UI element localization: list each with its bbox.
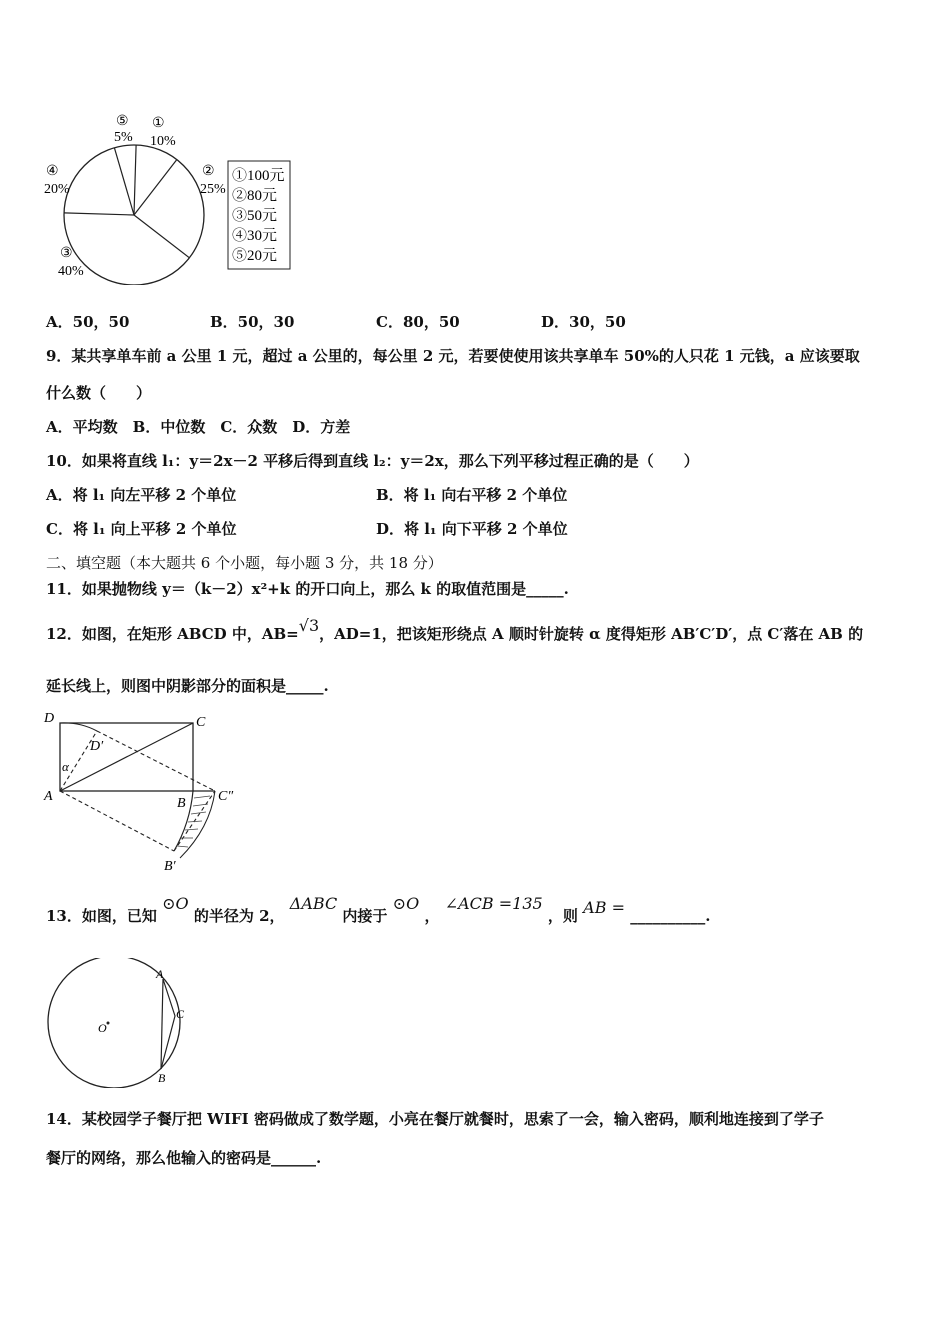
label-D-prime: D′ bbox=[90, 739, 104, 754]
slice-5-percent: 5% bbox=[114, 130, 133, 145]
slice-5-marker: ⑤ bbox=[116, 114, 129, 129]
q13-text-a: 13．如图，已知 bbox=[46, 907, 157, 925]
legend-item: ③50元 bbox=[232, 208, 278, 224]
label-C: C bbox=[196, 715, 206, 730]
legend-item: ⑤20元 bbox=[232, 248, 278, 264]
q8-option-d: D．30，50 bbox=[541, 313, 626, 331]
q10-option-c: C．将 l₁ 向上平移 2 个单位 bbox=[46, 520, 237, 538]
ab-expression: AB = bbox=[583, 898, 625, 917]
q13-text-d: ， bbox=[424, 907, 440, 925]
circle-o-symbol-2: ⊙O bbox=[392, 894, 420, 913]
label-B-prime: B′ bbox=[164, 859, 176, 874]
q13-text-c: 内接于 bbox=[342, 907, 388, 925]
q12-text-b: ，AD=1，把该矩形绕点 A 顺时针旋转 α 度得矩形 AB′C′D′，点 C′落在 AB 的 bbox=[319, 625, 864, 643]
q8-option-c: C．80，50 bbox=[376, 313, 460, 331]
q11-stem: 11．如果抛物线 y＝（k－2）x²+k 的开口向上，那么 k 的取值范围是_____. bbox=[46, 580, 569, 598]
pie-slice-boundary bbox=[64, 213, 134, 215]
label-C: C bbox=[176, 1007, 185, 1021]
label-A: A bbox=[44, 789, 53, 804]
slice-4-marker: ④ bbox=[46, 164, 59, 179]
pie-slice-boundary bbox=[134, 160, 177, 215]
slice-4-percent: 20% bbox=[44, 182, 70, 197]
triangle-abc-symbol: ΔABC bbox=[289, 894, 338, 913]
slice-2-percent: 25% bbox=[200, 182, 226, 197]
slice-3-percent: 40% bbox=[58, 264, 84, 279]
q13-text-e: ，则 bbox=[547, 907, 578, 925]
label-D: D bbox=[44, 711, 55, 726]
q8-option-a: A．50，50 bbox=[46, 313, 130, 331]
circle-o-symbol: ⊙O bbox=[162, 894, 189, 913]
q10-option-a: A．将 l₁ 向左平移 2 个单位 bbox=[46, 486, 237, 504]
q9-stem-line1: 9．某共享单车前 a 公里 1 元，超过 a 公里的，每公里 2 元，若要使使用该共享单车 50%的人只花 1 元钱，a 应该要取 bbox=[46, 347, 860, 365]
q10-stem: 10．如果将直线 l₁：y＝2x－2 平移后得到直线 l₂：y＝2x，那么下列平移过程正确的是（ ） bbox=[46, 452, 699, 470]
slice-3-marker: ③ bbox=[60, 246, 73, 261]
pie-slice-boundary bbox=[134, 215, 189, 258]
q13-answer-blank: __________. bbox=[630, 907, 711, 925]
angle-acb-expression: ∠ACB =135 bbox=[444, 894, 543, 913]
q13-text-b: 的半径为 2， bbox=[193, 907, 285, 925]
legend-item: ④30元 bbox=[232, 228, 278, 244]
slice-1-marker: ① bbox=[152, 116, 165, 131]
slice-2-marker: ② bbox=[202, 164, 215, 179]
pie-chart-figure bbox=[40, 105, 310, 285]
q13-stem bbox=[46, 893, 710, 933]
label-B: B bbox=[177, 796, 186, 811]
circle-triangle-figure bbox=[42, 958, 202, 1088]
label-O: O bbox=[98, 1021, 107, 1035]
q8-option-b: B．50，30 bbox=[210, 313, 295, 331]
label-B: B bbox=[158, 1071, 166, 1085]
q12-stem-line1 bbox=[46, 616, 864, 644]
pie-slice-boundary bbox=[114, 148, 134, 215]
slice-1-percent: 10% bbox=[150, 134, 176, 149]
rectangle-rotation-figure bbox=[40, 708, 240, 878]
q12-text-a: 12．如图，在矩形 ABCD 中，AB= bbox=[46, 625, 299, 643]
label-C-prime: C″ bbox=[218, 789, 234, 804]
q9-stem-line2: 什么数（ ） bbox=[46, 384, 152, 402]
pie-slice-boundary bbox=[134, 145, 136, 215]
legend-item: ①100元 bbox=[232, 168, 285, 184]
label-A: A bbox=[156, 967, 164, 981]
q10-option-b: B．将 l₁ 向右平移 2 个单位 bbox=[376, 486, 568, 504]
section-heading: 二、填空题（本大题共 6 个小题，每小题 3 分，共 18 分） bbox=[46, 554, 443, 572]
q14-stem-line2: 餐厅的网络，那么他输入的密码是______. bbox=[46, 1149, 322, 1167]
q14-stem-line1: 14．某校园学子餐厅把 WIFI 密码做成了数学题，小亮在餐厅就餐时，思索了一会，输入密码，顺利地连接到了学子 bbox=[46, 1110, 824, 1128]
legend-item: ②80元 bbox=[232, 188, 278, 204]
q9-options: A．平均数 B．中位数 C．众数 D．方差 bbox=[46, 418, 351, 436]
label-alpha: α bbox=[62, 759, 69, 774]
q12-stem-line2: 延长线上，则图中阴影部分的面积是_____. bbox=[46, 677, 329, 695]
q10-option-d: D．将 l₁ 向下平移 2 个单位 bbox=[376, 520, 568, 538]
sqrt-three: √3 bbox=[298, 616, 320, 635]
